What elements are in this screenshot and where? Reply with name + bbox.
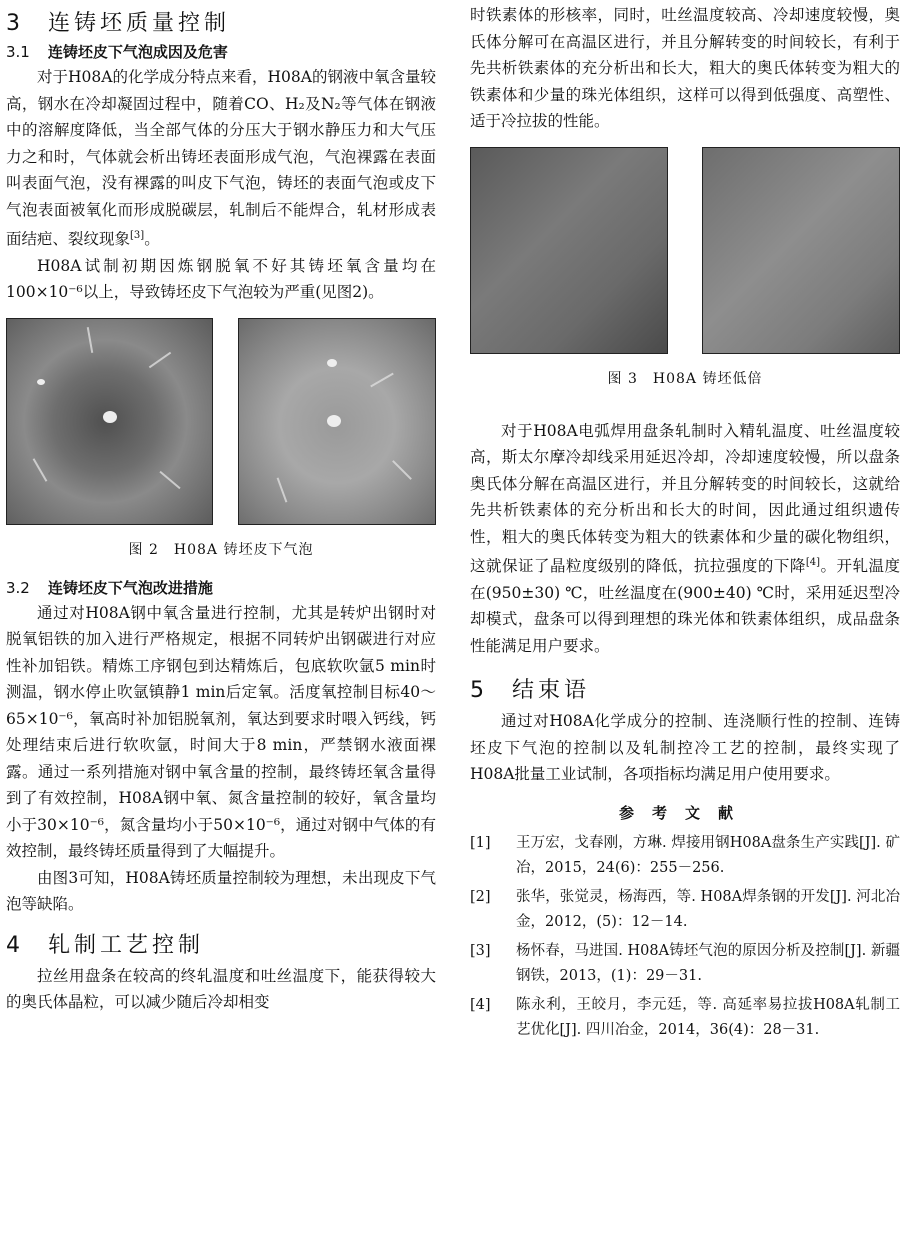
reference-text: 王万宏，戈春刚，方琳. 焊接用钢H08A盘条生产实践[J]. 矿冶，2015，24(6)：255－256. (516, 834, 900, 876)
figure-3 (470, 147, 900, 354)
figure-caption: 图 3 H08A 铸坯低倍 (607, 370, 763, 387)
paragraph: 时铁素体的形核率，同时，吐丝温度较高、冷却速度较慢，奥氏体分解可在高温区进行，并且分解转变的时间较长，有利于先共析铁素体的充分析出和长大，粗大的奥氏体转变为粗大的铁素体和少量的珠光体组织，这样可以得到低强度、高塑性、适于冷拉拔的性能。 (470, 6, 900, 130)
paragraph (6, 64, 436, 253)
reference-text: 陈永利，王皎月，李元廷，等. 高延率易拉拔H08A轧制工艺优化[J]. 四川冶金，2014，36(4)：28－31. (516, 996, 900, 1038)
citation: [4] (805, 557, 821, 568)
subsection-3-2-heading (6, 577, 436, 598)
right-column (470, 0, 900, 1047)
billet-macro-photo (702, 147, 900, 354)
reference-number: [3] (470, 942, 491, 959)
crack-streak (33, 458, 48, 482)
reference-number: [1] (470, 834, 491, 851)
crack-streak (370, 372, 394, 387)
left-column (6, 0, 436, 1016)
crack-streak (277, 477, 288, 502)
references-list (470, 831, 900, 1043)
reference-item (470, 939, 900, 989)
paragraph-text: 对于H08A电弧焊用盘条轧制时入精轧温度、吐丝温度较高，斯太尔摩冷却线采用延迟冷却，冷却速度较慢，所以盘条奥氏体分解在高温区进行，并且分解转变的时间较长，这就给先共析铁素体的充分析出和长大的时间，因此通过组织遗传性，粗大的奥氏体转变为粗大的铁素体和少量的碳化物组织，这就保证了晶粒度级别的降低，抗拉强度的下降 (470, 421, 900, 576)
bubble-defect (103, 411, 117, 423)
reference-number: [4] (470, 996, 491, 1013)
bubble-defect (327, 359, 337, 367)
paragraph: H08A试制初期因炼钢脱氧不好其铸坯氧含量均在100×10⁻⁶以上，导致铸坯皮下气泡较为严重(见图2)。 (6, 256, 436, 302)
crack-streak (87, 327, 93, 353)
billet-photo (238, 318, 436, 525)
billet-macro-photo (470, 147, 668, 354)
reference-text: 杨怀春，马进国. H08A铸坯气泡的原因分析及控制[J]. 新疆钢铁，2013，(1)：29－31. (516, 942, 900, 984)
section-title: 连铸坯质量控制 (48, 11, 231, 36)
paragraph (470, 418, 900, 660)
crack-streak (392, 460, 412, 480)
reference-number: [2] (470, 888, 491, 905)
crack-streak (149, 351, 171, 368)
paragraph-text: 对于H08A的化学成分特点来看，H08A的钢液中氧含量较高，钢水在冷却凝固过程中，随着CO、 (6, 68, 436, 113)
bubble-defect (37, 379, 45, 385)
subsection-number: 3.2 (6, 578, 30, 597)
section-number: 5 (470, 678, 488, 704)
reference-item (470, 885, 900, 935)
reference-item (470, 831, 900, 881)
subsection-title: 连铸坯皮下气泡成因及危害 (47, 43, 228, 61)
section-number: 4 (6, 932, 24, 958)
reference-item (470, 993, 900, 1043)
subsection-title: 连铸坯皮下气泡改进措施 (47, 578, 213, 597)
billet-photo (6, 318, 213, 525)
paragraph: 通过对H08A钢中氧含量进行控制，尤其是转炉出钢时对脱氧铝铁的加入进行严格规定，根据不同转炉出钢碳进行对应性补加铝铁。精炼工序钢包到达精炼后，包底软吹氩5 min时测温，钢水停止吹氩镇静1 min后定氧。活度氧控制目标40～65×10⁻⁶，氧高时补加铝脱氧剂，氧达到要求时喂入钙线，钙处理结束后进行软吹氩，时间大于8 min，严禁钢水液面裸露。通过一系列措施对钢中氧含量的控制，最终铸坯氧含量得到了有效控制，H08A钢中氧、氮含量控制的较好，氧含量均小于30×10⁻⁶，氮含量均小于50×10⁻⁶，通过对钢中气体的有效控制，最终铸坯质量得到了大幅提升。 (6, 603, 436, 861)
section-number: 3 (6, 11, 24, 36)
figure-2 (6, 318, 436, 525)
figure-caption: 图 2 H08A 铸坯皮下气泡 (128, 541, 314, 558)
bubble-defect (327, 415, 341, 427)
section-title: 结束语 (512, 678, 591, 704)
crack-streak (159, 471, 180, 489)
reference-text: 张华，张觉灵，杨海西，等. H08A焊条钢的开发[J]. 河北冶金，2012，(5)：12－14. (516, 888, 900, 930)
paragraph: 通过对H08A化学成分的控制、连浇顺行性的控制、连铸坯皮下气泡的控制以及轧制控冷工艺的控制，最终实现了H08A批量工业试制，各项指标均满足用户使用要求。 (470, 712, 900, 784)
paragraph: 拉丝用盘条在较高的终轧温度和吐丝温度下，能获得较大的奥氏体晶粒，可以减少随后冷却相变 (6, 966, 436, 1012)
references-title: 参考文献 (618, 803, 751, 822)
subsection-3-1-heading (6, 41, 436, 62)
paragraph-text: 。 (144, 230, 160, 249)
paragraph-text: H₂及N₂等气体在钢液中的溶解度降低，当全部气体的分压大于钢水静压力和大气压力之和时，气体就会析出铸坯表面形成气泡，气泡裸露在表面叫表面气泡，没有裸露的叫皮下气泡，铸坯的表面气泡或皮下气泡表面被氧化而形成脱碳层，轧制后不能焊合，轧材形成表面结疤、裂纹现象 (6, 94, 436, 249)
paragraph: 由图3可知，H08A铸坯质量控制较为理想，未出现皮下气泡等缺陷。 (6, 868, 436, 914)
section-title: 轧制工艺控制 (48, 932, 205, 958)
section-3-heading (6, 6, 436, 37)
section-4-heading (6, 928, 436, 959)
subsection-number: 3.1 (6, 43, 30, 61)
paragraph-text: 。开轧温度在(950±30) ℃，吐丝温度在(900±40) ℃时，采用延迟型冷却模式，盘条可以得到理想的珠光体和铁素体组织，成品盘条性能满足用户要求。 (470, 557, 900, 655)
citation: [3] (130, 230, 145, 241)
section-5-heading (470, 673, 900, 704)
